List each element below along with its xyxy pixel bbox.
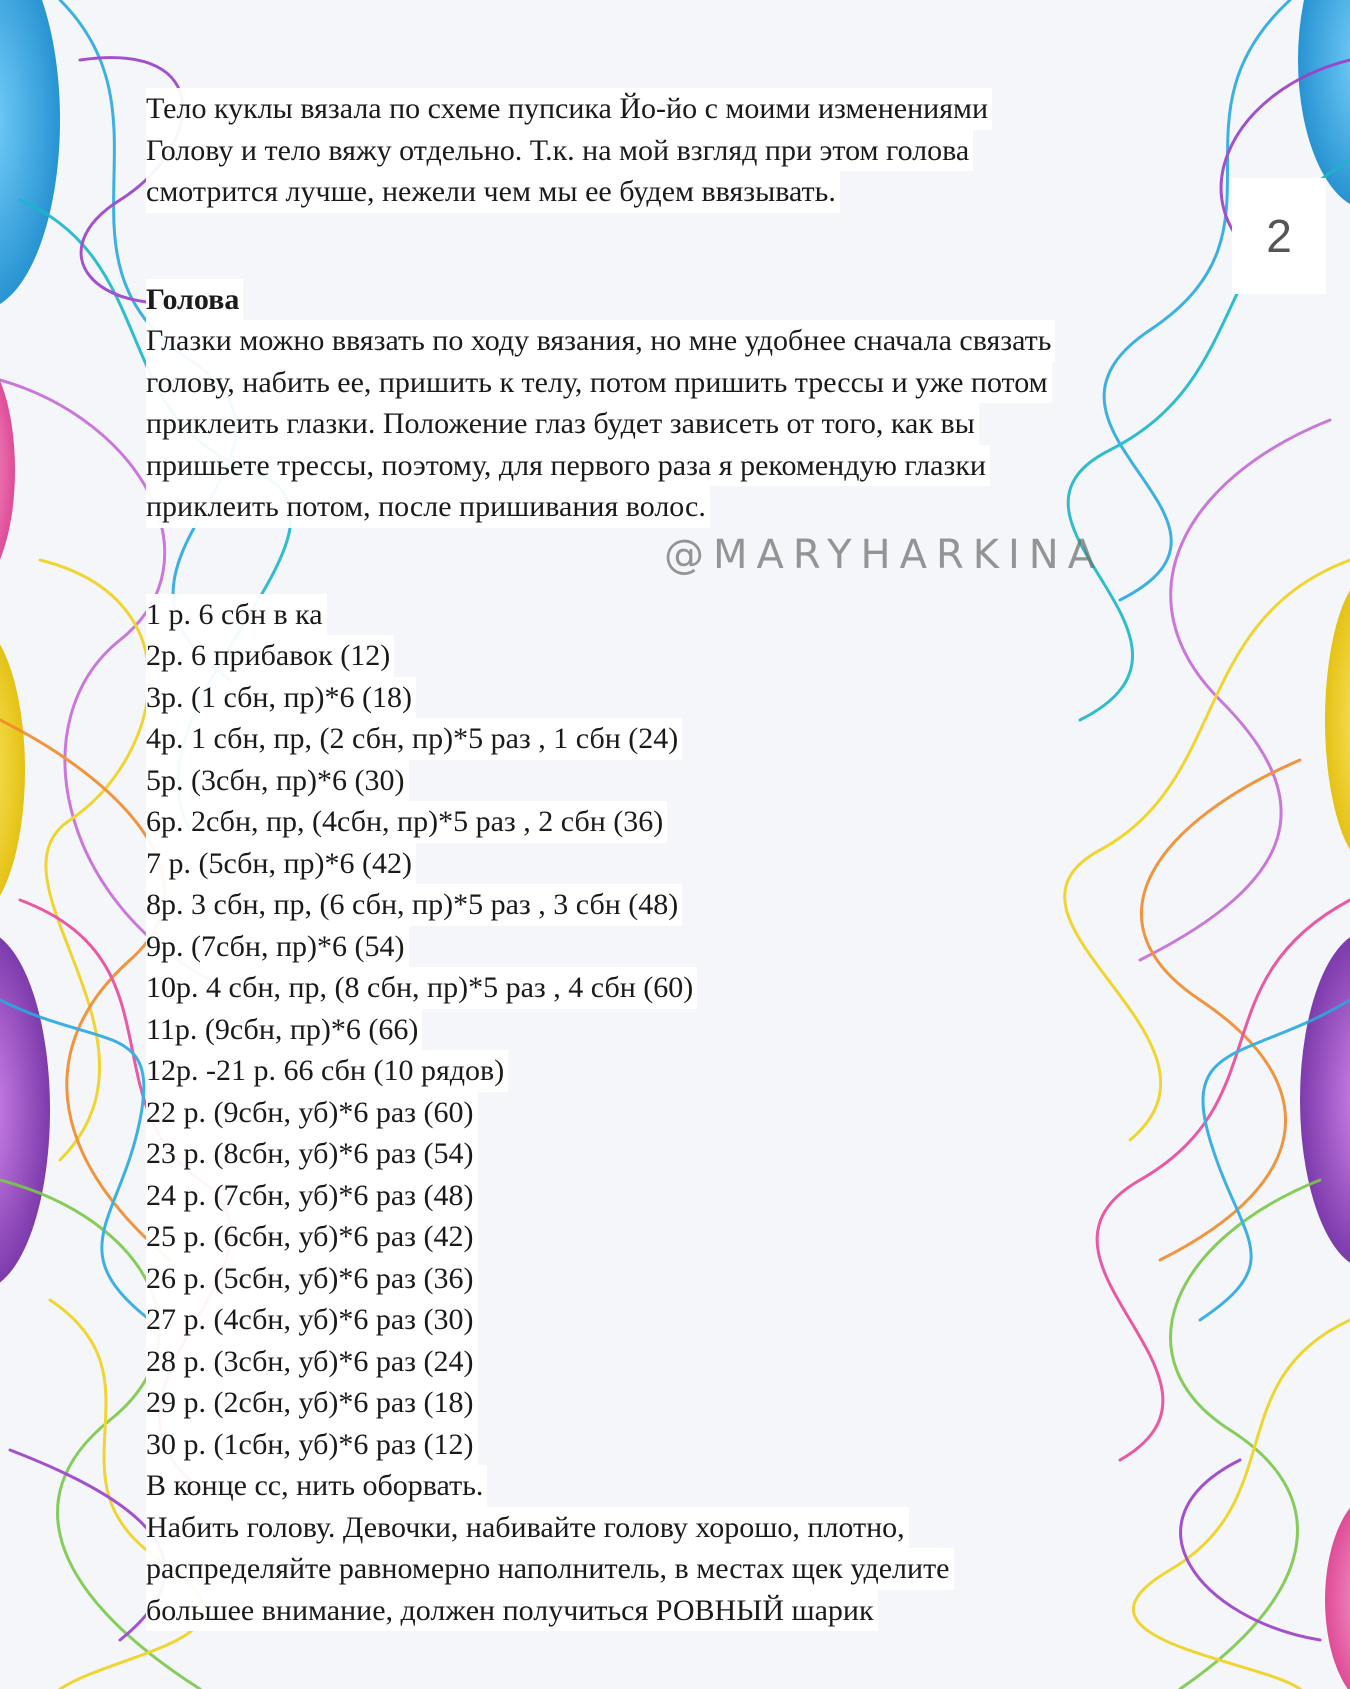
closing-line: большее внимание, должен получиться РОВНЫЙ шарик bbox=[146, 1590, 878, 1632]
intro-line: смотрится лучше, нежели чем мы ее будем ввязывать. bbox=[146, 171, 840, 213]
pattern-row: 3р. (1 сбн, пр)*6 (18) bbox=[146, 677, 416, 719]
yarn-ball-pink-left bbox=[0, 350, 15, 590]
pattern-row: 10р. 4 сбн, пр, (8 сбн, пр)*5 раз , 4 сбн (60) bbox=[146, 967, 697, 1009]
pattern-row: 26 р. (5сбн, уб)*6 раз (36) bbox=[146, 1258, 478, 1300]
pattern-row: 6р. 2сбн, пр, (4сбн, пр)*5 раз , 2 сбн (36) bbox=[146, 801, 667, 843]
head-text-line: приклеить глазки. Положение глаз будет зависеть от того, как вы bbox=[146, 403, 979, 445]
pattern-row: 2р. 6 прибавок (12) bbox=[146, 635, 394, 677]
intro-line: Тело куклы вязала по схеме пупсика Йо-йо с моими изменениями bbox=[146, 88, 992, 130]
head-text-line: Глазки можно ввязать по ходу вязания, но мне удобнее сначала связать bbox=[146, 320, 1055, 362]
pattern-row: 7 р. (5сбн, пр)*6 (42) bbox=[146, 843, 416, 885]
yarn-ball-blue-left bbox=[0, 0, 60, 310]
pattern-text bbox=[146, 88, 1266, 1631]
pattern-row: 29 р. (2сбн, уб)*6 раз (18) bbox=[146, 1382, 478, 1424]
pattern-row: 30 р. (1сбн, уб)*6 раз (12) bbox=[146, 1424, 478, 1466]
yarn-ball-purple-right bbox=[1300, 930, 1350, 1270]
section-heading-head: Голова bbox=[146, 279, 243, 321]
watermark: @MARYHARKINA bbox=[664, 532, 1105, 578]
intro-line: Голову и тело вяжу отдельно. Т.к. на мой взгляд при этом голова bbox=[146, 130, 973, 172]
pattern-row: 24 р. (7сбн, уб)*6 раз (48) bbox=[146, 1175, 478, 1217]
pattern-row: 11р. (9сбн, пр)*6 (66) bbox=[146, 1009, 422, 1051]
pattern-row: 23 р. (8сбн, уб)*6 раз (54) bbox=[146, 1133, 478, 1175]
pattern-row: 27 р. (4сбн, уб)*6 раз (30) bbox=[146, 1299, 478, 1341]
closing-line: В конце сс, нить оборвать. bbox=[146, 1465, 487, 1507]
closing-line: Набить голову. Девочки, набивайте голову хорошо, плотно, bbox=[146, 1507, 909, 1549]
head-text-line: пришьете трессы, поэтому, для первого раза я рекомендую глазки bbox=[146, 445, 990, 487]
pattern-row: 25 р. (6сбн, уб)*6 раз (42) bbox=[146, 1216, 478, 1258]
pattern-row: 28 р. (3сбн, уб)*6 раз (24) bbox=[146, 1341, 478, 1383]
pattern-row: 22 р. (9сбн, уб)*6 раз (60) bbox=[146, 1092, 478, 1134]
pattern-row: 9р. (7сбн, пр)*6 (54) bbox=[146, 926, 409, 968]
yarn-ball-yellow-left bbox=[0, 620, 25, 920]
pattern-row: 4р. 1 сбн, пр, (2 сбн, пр)*5 раз , 1 сбн (24) bbox=[146, 718, 682, 760]
pattern-row: 5р. (3сбн, пр)*6 (30) bbox=[146, 760, 409, 802]
pattern-row: 1 р. 6 сбн в ка bbox=[146, 594, 327, 636]
pattern-row: 8р. 3 сбн, пр, (6 сбн, пр)*5 раз , 3 сбн (48) bbox=[146, 884, 682, 926]
page-number: 2 bbox=[1232, 178, 1326, 294]
yarn-ball-purple-left bbox=[0, 930, 50, 1290]
yarn-ball-pink-right bbox=[1325, 1490, 1350, 1689]
closing-line: распределяйте равномерно наполнитель, в местах щек уделите bbox=[146, 1548, 954, 1590]
row-list bbox=[146, 594, 1266, 1466]
head-text-line: голову, набить ее, пришить к телу, потом пришить трессы и уже потом bbox=[146, 362, 1052, 404]
head-text-line: приклеить потом, после пришивания волос. bbox=[146, 486, 710, 528]
yarn-ball-yellow-right bbox=[1325, 570, 1350, 870]
pattern-row: 12р. -21 р. 66 сбн (10 рядов) bbox=[146, 1050, 508, 1092]
